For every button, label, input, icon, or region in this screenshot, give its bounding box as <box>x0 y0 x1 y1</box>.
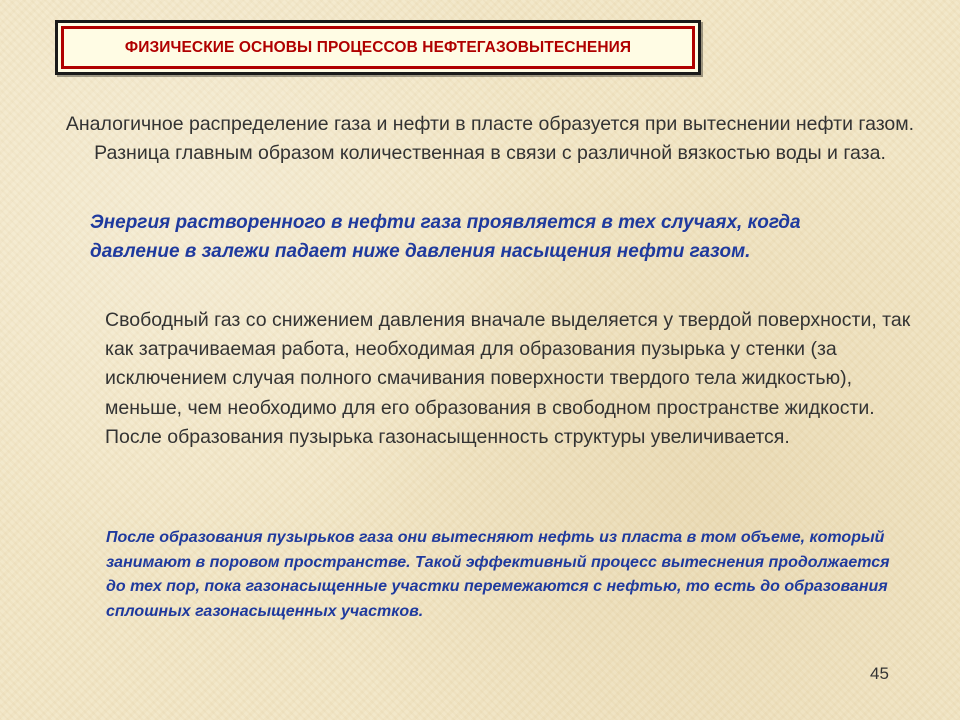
intro-paragraph: Аналогичное распределение газа и нефти в пласте образуется при вытеснении нефти газом. Разница главным образом количественная в связи с различной вязкостью воды и газа. <box>65 113 915 164</box>
free-gas-paragraph: Свободный газ со снижением давления вначале выделяется у твердой поверхности, так как затрачиваемая работа, необходимая для образования пузырька у стенки (за исключением случая полного смачивания поверхности твердого тела жидкостью), меньше, чем необходимо для его образования в свободном пространстве жидкости. После образования пузырька газонасыщенность структуры увеличивается. <box>105 309 911 448</box>
slide-title-inner-frame <box>61 26 695 69</box>
slide-title-frame <box>55 20 701 75</box>
page-number: 45 <box>870 664 889 683</box>
dissolved-gas-energy-paragraph: Энергия растворенного в нефти газа проявляется в тех случаях, когда давление в залежи падает ниже давления насыщения нефти газом. <box>90 212 801 262</box>
bubble-displacement-paragraph: После образования пузырьков газа они вытесняют нефть из пласта в том объеме, который занимают в поровом пространстве. Такой эффективный процесс вытеснения продолжается до тех пор, пока газонасыщенные участки перемежаются с нефтью, то есть до образования сплошных газонасыщенных участков. <box>106 529 890 620</box>
slide-title: ФИЗИЧЕСКИЕ ОСНОВЫ ПРОЦЕССОВ НЕФТЕГАЗОВЫТЕСНЕНИЯ <box>124 38 632 56</box>
